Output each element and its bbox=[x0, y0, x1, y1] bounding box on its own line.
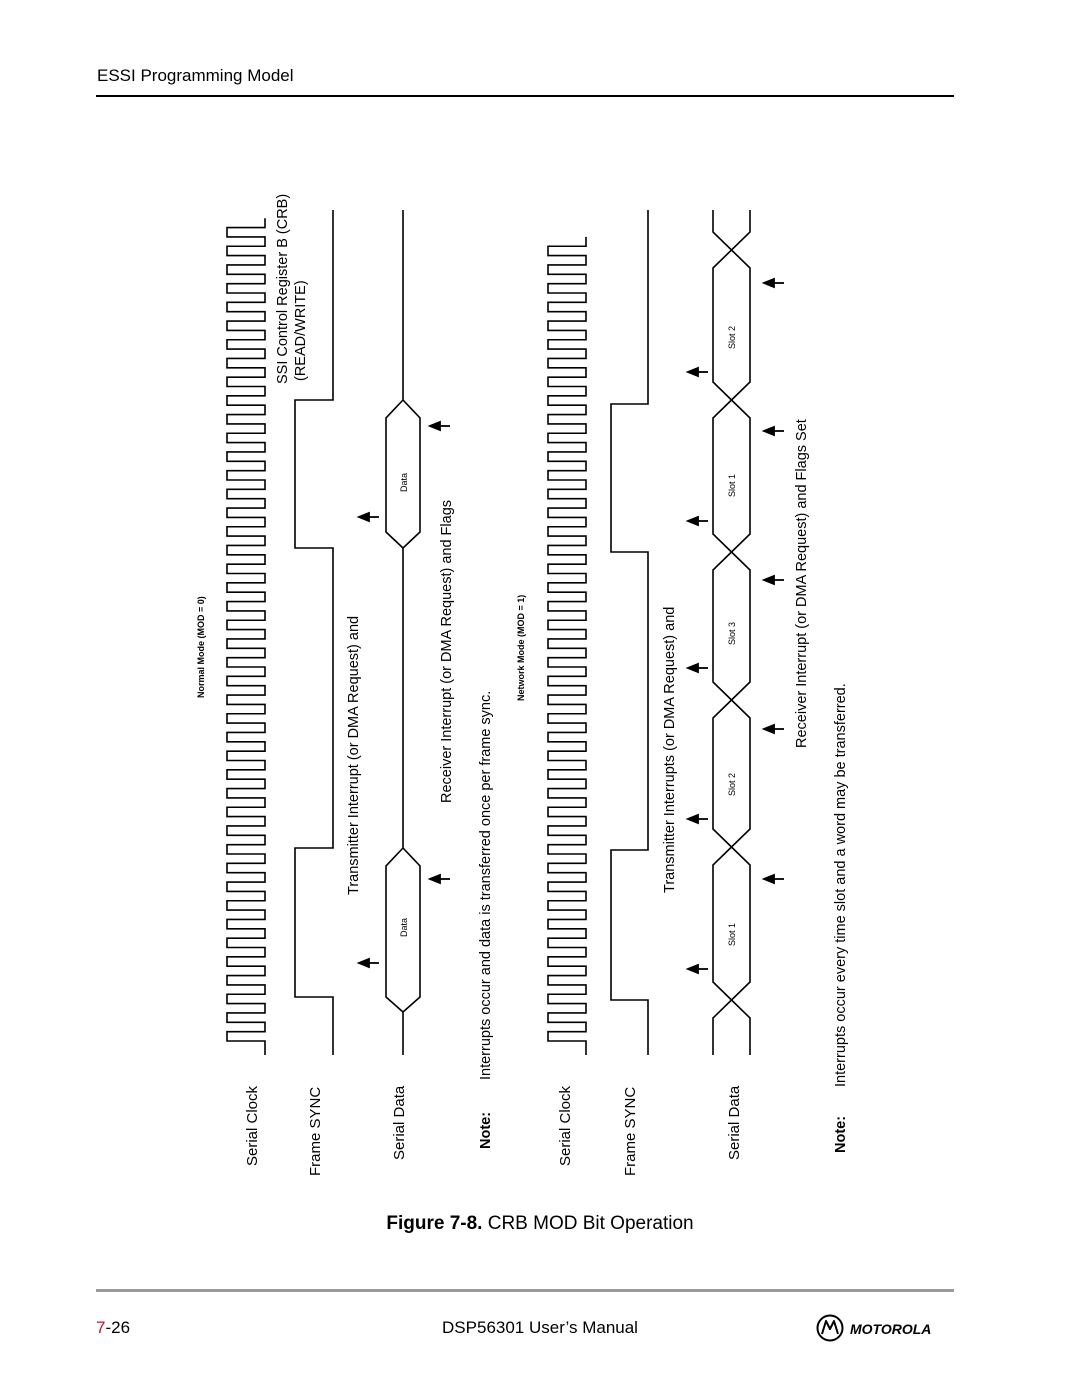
normal-receiver-text: Receiver Interrupt (or DMA Request) and Flags bbox=[439, 499, 455, 803]
normal-data-label-2: Data bbox=[399, 472, 409, 492]
network-note-label: Note: bbox=[833, 1115, 849, 1153]
network-serial-data-label: Serial Data bbox=[726, 1085, 743, 1160]
network-slot-label: Slot 1 bbox=[727, 473, 737, 497]
network-slot-label: Slot 3 bbox=[727, 621, 737, 645]
network-transmitter-text: Transmitter Interrupts (or DMA Request) and bbox=[662, 606, 678, 893]
page-number-rest: -26 bbox=[105, 1318, 131, 1337]
normal-note-text: Interrupts occur and data is transferred once per frame sync. bbox=[478, 690, 494, 1080]
crb-read-write-label: (READ/WRITE) bbox=[293, 280, 309, 381]
network-slot-label: Slot 2 bbox=[727, 325, 737, 349]
network-slot-label: Slot 1 bbox=[727, 922, 737, 946]
section-title: ESSI Programming Model bbox=[97, 66, 294, 85]
crb-register-label: SSI Control Register B (CRB) bbox=[275, 193, 291, 384]
motorola-wordmark: MOTOROLA bbox=[850, 1321, 932, 1337]
motorola-logo bbox=[816, 1314, 956, 1342]
network-frame-sync-waveform bbox=[611, 210, 648, 1055]
normal-mode-label: Normal Mode (MOD = 0) bbox=[196, 596, 206, 698]
footer-rule bbox=[96, 1289, 954, 1292]
figure-caption-title: CRB MOD Bit Operation bbox=[487, 1213, 694, 1234]
normal-serial-clock-waveform bbox=[227, 218, 265, 1055]
network-note-text: Interrupts occur every time slot and a word may be transferred. bbox=[833, 683, 849, 1087]
figure-caption-number: Figure 7-8. bbox=[386, 1213, 483, 1234]
page-chapter: 7 bbox=[96, 1318, 106, 1337]
network-serial-clock-waveform bbox=[548, 237, 586, 1055]
normal-frame-sync-label: Frame SYNC bbox=[307, 1086, 324, 1176]
normal-transmitter-text: Transmitter Interrupt (or DMA Request) and bbox=[346, 615, 362, 895]
network-frame-sync-label: Frame SYNC bbox=[622, 1086, 639, 1176]
normal-data-label-1: Data bbox=[399, 917, 409, 937]
manual-title: DSP56301 User’s Manual bbox=[442, 1318, 638, 1337]
figure-caption bbox=[0, 1213, 1080, 1235]
network-mode-label: Network Mode (MOD = 1) bbox=[516, 594, 526, 701]
network-serial-clock-label: Serial Clock bbox=[557, 1085, 574, 1166]
network-slot-label: Slot 2 bbox=[727, 772, 737, 796]
network-receiver-text: Receiver Interrupt (or DMA Request) and Flags Set bbox=[794, 419, 810, 748]
normal-interrupt-arrows bbox=[359, 422, 450, 967]
normal-serial-clock-label: Serial Clock bbox=[244, 1085, 261, 1166]
normal-note-label: Note: bbox=[478, 1111, 494, 1149]
normal-serial-data-label: Serial Data bbox=[391, 1085, 408, 1160]
